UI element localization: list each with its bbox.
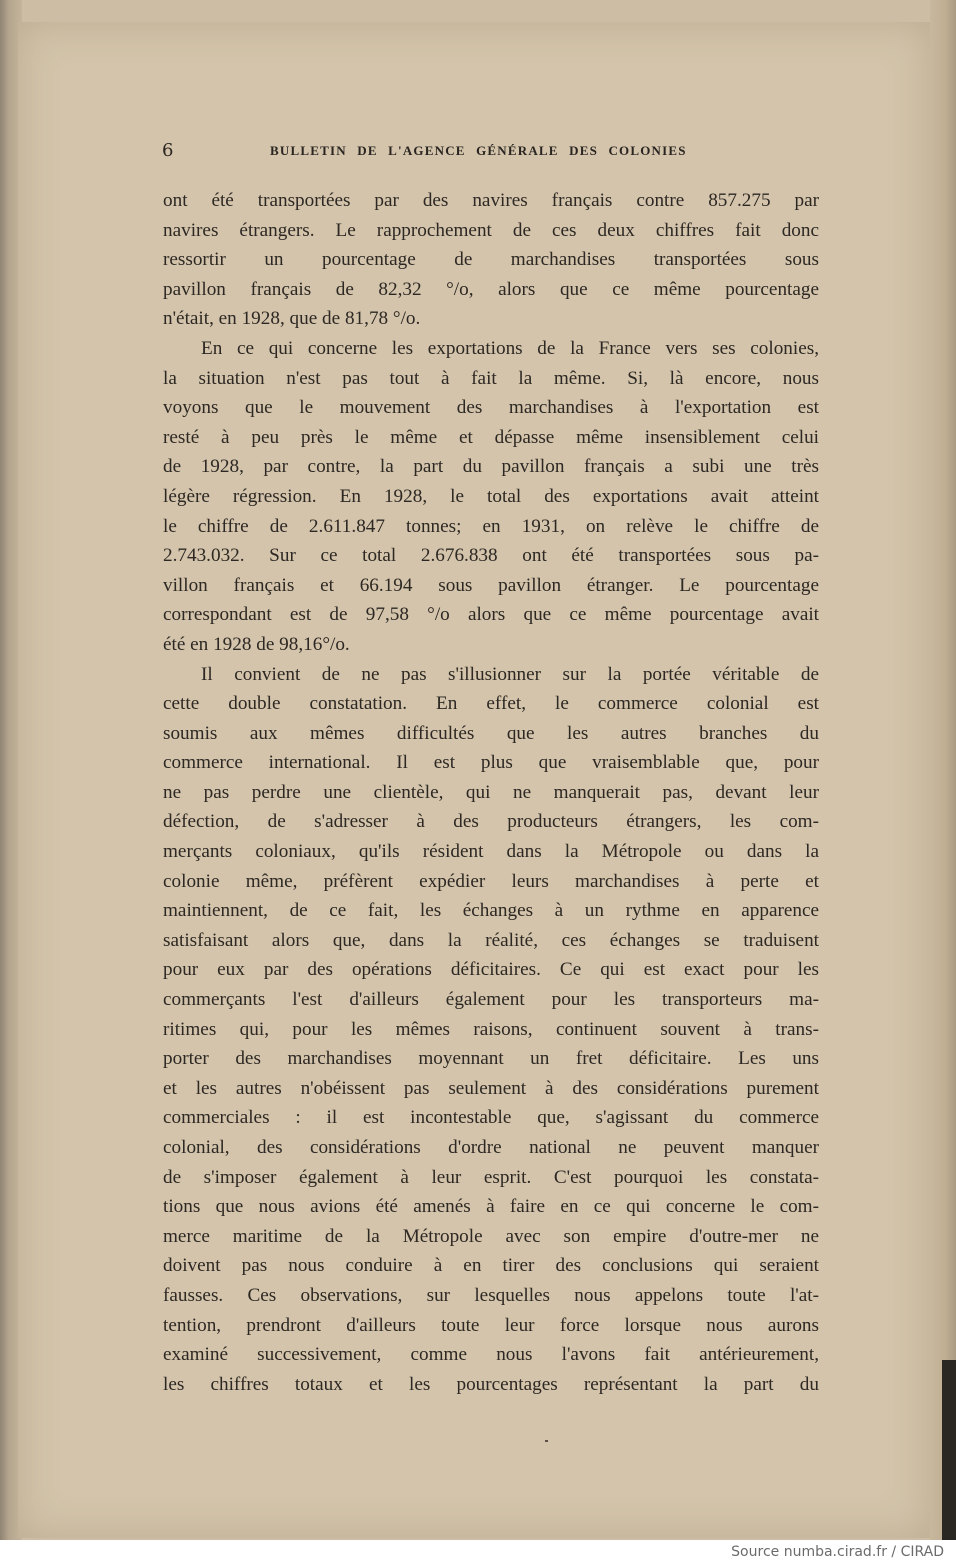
text-line: commerçants l'est d'ailleurs également pour les transporteurs ma- xyxy=(163,989,819,1011)
source-caption: Source numba.cirad.fr / CIRAD xyxy=(731,1544,944,1560)
text-line: correspondant est de 97,58 °/o alors que ce même pourcentage avait xyxy=(163,604,819,626)
text-line: ne pas perdre une clientèle, qui ne manquerait pas, devant leur xyxy=(163,781,819,803)
text-line: satisfaisant alors que, dans la réalité, ces échanges se traduisent xyxy=(163,929,819,951)
text-line: doivent pas nous conduire à en tirer des conclusions qui seraient xyxy=(163,1255,819,1277)
text-line: villon français et 66.194 sous pavillon étranger. Le pourcentage xyxy=(163,574,819,596)
body-text xyxy=(163,186,819,1399)
text-line: tention, prendront d'ailleurs toute leur force lorsque nous aurons xyxy=(163,1314,819,1336)
text-line: commerciales : il est incontestable que, s'agissant du commerce xyxy=(163,1107,819,1129)
text-line: commerce international. Il est plus que vraisemblable que, pour xyxy=(163,752,819,774)
text-line: les chiffres totaux et les pourcentages représentant la part du xyxy=(163,1373,819,1395)
ink-speck xyxy=(545,1440,548,1442)
text-line: merce maritime de la Métropole avec son empire d'outre-mer ne xyxy=(163,1225,819,1247)
text-line: Il convient de ne pas s'illusionner sur la portée véritable de xyxy=(201,663,819,685)
page-number: 6 xyxy=(162,140,174,161)
background-shadow xyxy=(942,1360,956,1540)
text-line: examiné successivement, comme nous l'avons fait antérieurement, xyxy=(163,1344,819,1366)
text-line: été en 1928 de 98,16°/o. xyxy=(163,633,350,655)
text-line: maintiennent, de ce fait, les échanges à un rythme en apparence xyxy=(163,900,819,922)
text-line: 2.743.032. Sur ce total 2.676.838 ont été transportées sous pa- xyxy=(163,545,819,567)
text-line: la situation n'est pas tout à fait la même. Si, là encore, nous xyxy=(163,367,819,389)
text-line: colonial, des considérations d'ordre national ne peuvent manquer xyxy=(163,1137,819,1158)
text-line: défection, de s'adresser à des producteurs étrangers, les com- xyxy=(163,811,819,833)
text-line: colonie même, préfèrent expédier leurs marchandises à perte et xyxy=(163,870,819,892)
text-line: n'était, en 1928, que de 81,78 °/o. xyxy=(163,308,421,330)
text-line: cette double constatation. En effet, le commerce colonial est xyxy=(163,693,819,715)
page-stack-edge xyxy=(930,0,956,1540)
text-line: et les autres n'obéissent pas seulement à des considérations purement xyxy=(163,1077,819,1099)
text-line: fausses. Ces observations, sur lesquelles nous appelons toute l'at- xyxy=(163,1284,819,1306)
text-line: ritimes qui, pour les mêmes raisons, continuent souvent à trans- xyxy=(163,1018,819,1040)
text-line: navires étrangers. Le rapprochement de ces deux chiffres fait donc xyxy=(163,219,819,241)
text-line: tions que nous avions été amenés à faire en ce qui concerne le com- xyxy=(163,1196,819,1218)
text-line: ont été transportées par des navires français contre 857.275 par xyxy=(163,190,819,211)
text-line: légère régression. En 1928, le total des exportations avait atteint xyxy=(163,485,819,507)
text-line: de 1928, par contre, la part du pavillon français a subi une très xyxy=(163,456,819,478)
text-line: voyons que le mouvement des marchandises à l'exportation est xyxy=(163,397,819,419)
text-line: resté à peu près le même et dépasse même insensiblement celui xyxy=(163,426,819,448)
text-line: En ce qui concerne les exportations de la France vers ses colonies, xyxy=(201,337,819,359)
text-line: pour eux par des opérations déficitaires. Ce qui est exact pour les xyxy=(163,959,819,981)
text-line: porter des marchandises moyennant un fret déficitaire. Les uns xyxy=(163,1048,819,1070)
text-line: merçants coloniaux, qu'ils résident dans la Métropole ou dans la xyxy=(163,841,819,863)
text-line: pavillon français de 82,32 °/o, alors que ce même pourcentage xyxy=(163,278,819,300)
text-line: ressortir un pourcentage de marchandises transportées sous xyxy=(163,249,819,271)
running-head: BULLETIN DE L'AGENCE GÉNÉRALE DES COLONIES xyxy=(270,143,687,158)
text-line: de s'imposer également à leur esprit. C'est pourquoi les constata- xyxy=(163,1166,819,1188)
text-line: le chiffre de 2.611.847 tonnes; en 1931, on relève le chiffre de xyxy=(163,515,819,537)
text-line: soumis aux mêmes difficultés que les autres branches du xyxy=(163,722,819,744)
